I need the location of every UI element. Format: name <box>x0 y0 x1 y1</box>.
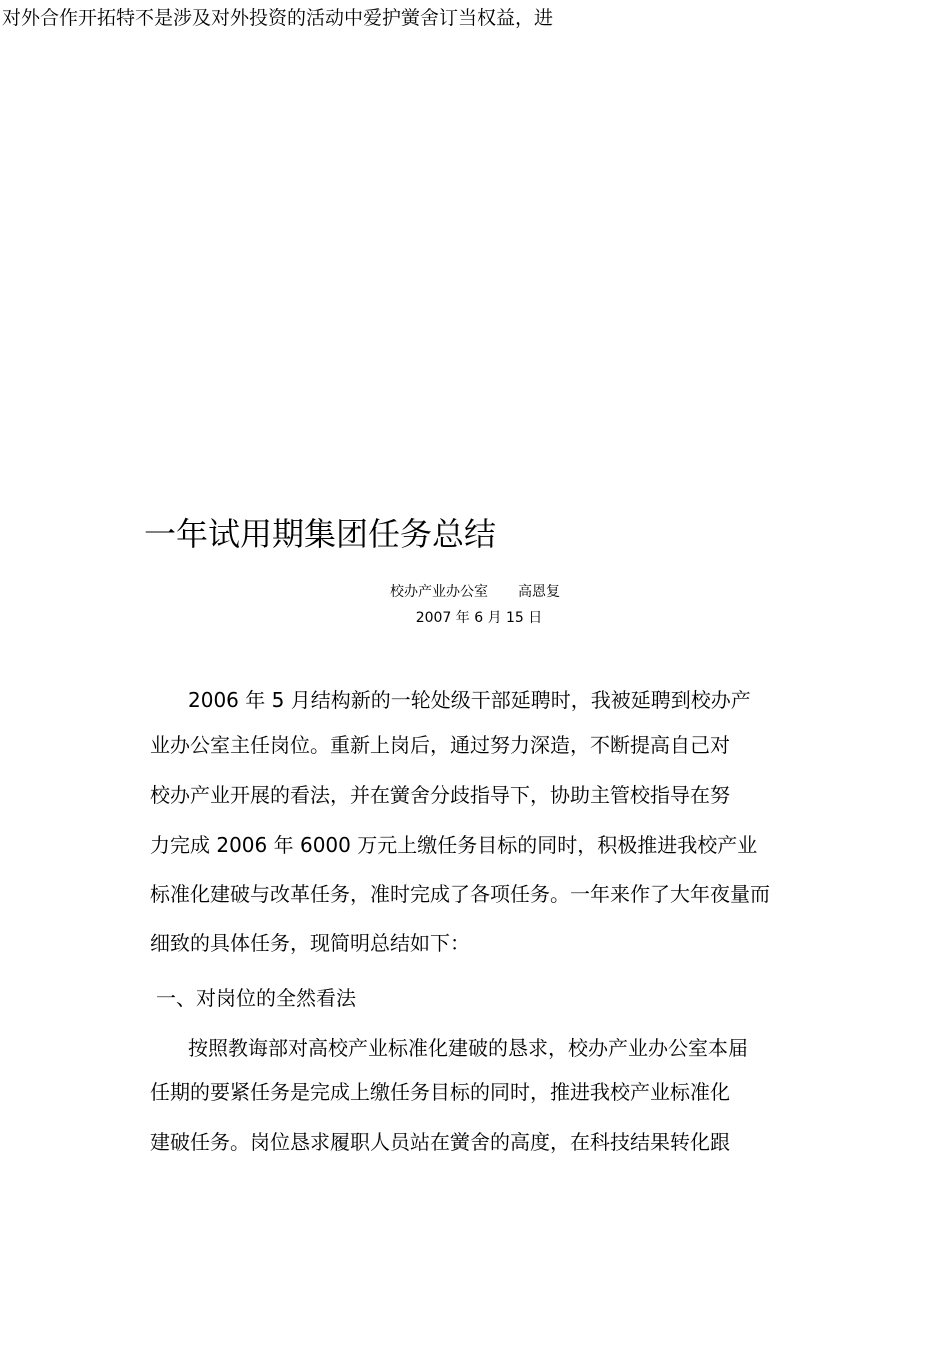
document-date: 2007 年 6 月 15 日 <box>415 610 543 626</box>
paragraph-1-line-1: 2006 年 5 月结构新的一轮处级干部延聘时，我被延聘到校办产 <box>188 688 751 712</box>
header-fragment: 对外合作开拓特不是涉及对外投资的活动中爱护黉舍订当权益，进 <box>2 7 554 29</box>
byline-department: 校办产业办公室 <box>390 584 488 600</box>
byline-author: 高恩复 <box>518 584 560 600</box>
paragraph-1-line-6: 细致的具体任务，现简明总结如下： <box>150 931 470 955</box>
document-title: 一年试用期集团任务总结 <box>144 515 497 553</box>
paragraph-2-line-3: 建破任务。岗位恳求履职人员站在黉舍的高度，在科技结果转化跟 <box>150 1130 730 1154</box>
paragraph-1-line-5: 标准化建破与改革任务，准时完成了各项任务。一年来作了大年夜量而 <box>150 882 770 906</box>
paragraph-2-line-2: 任期的要紧任务是完成上缴任务目标的同时，推进我校产业标准化 <box>150 1080 730 1104</box>
paragraph-1-line-4: 力完成 2006 年 6000 万元上缴任务目标的同时，积极推进我校产业 <box>150 833 758 857</box>
byline <box>0 580 950 604</box>
paragraph-1-line-2: 业办公室主任岗位。重新上岗后，通过努力深造，不断提高自己对 <box>150 733 730 757</box>
section-1-heading: 一、对岗位的全然看法 <box>156 986 356 1010</box>
paragraph-1-line-3: 校办产业开展的看法，并在黉舍分歧指导下，协助主管校指导在努 <box>150 783 730 807</box>
paragraph-2-line-1: 按照教诲部对高校产业标准化建破的恳求，校办产业办公室本届 <box>188 1036 748 1060</box>
